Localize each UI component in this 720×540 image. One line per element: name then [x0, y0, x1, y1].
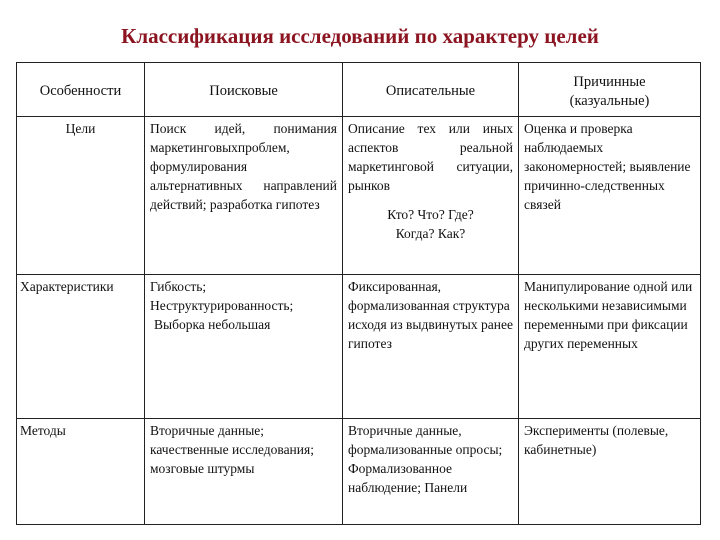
goals-descriptive-cell: [343, 117, 519, 275]
characteristics-label: Характеристики: [17, 275, 145, 419]
row-goals: [17, 117, 701, 275]
methods-search: Вторичные данные; качественные исследования; мозговые штурмы: [145, 419, 343, 525]
methods-label: Методы: [17, 419, 145, 525]
goals-label: Цели: [17, 117, 145, 275]
goals-causal: Оценка и проверка наблюдаемых закономерностей; выявление причинно-следственных связей: [519, 117, 701, 275]
goals-descriptive-questions: [348, 205, 513, 243]
header-causal: [519, 63, 701, 117]
characteristics-search-3: Выборка небольшая: [154, 317, 271, 332]
header-descriptive: Описательные: [343, 63, 519, 117]
goals-descriptive: Описание тех или иных аспектов реальной маркетинговой ситуации, рынков: [348, 121, 513, 193]
header-causal-line2: (казуальные): [569, 92, 650, 109]
header-causal-line1: Причинные: [573, 73, 646, 90]
header-row: [17, 63, 701, 117]
goals-search: Поиск идей, понимания маркетинговыхпроблем, формулирования альтернативных направлений действий; разработка гипотез: [145, 117, 343, 275]
classification-table: [16, 62, 701, 525]
characteristics-search-cell: [145, 275, 343, 419]
row-methods: [17, 419, 701, 525]
characteristics-causal: Манипулирование одной или несколькими независимыми переменными при фиксации других переменных: [519, 275, 701, 419]
header-features: Особенности: [17, 63, 145, 117]
row-characteristics: [17, 275, 701, 419]
characteristics-descriptive: Фиксированная, формализованная структура исходя из выдвинутых ранее гипотез: [343, 275, 519, 419]
characteristics-search-1: Гибкость;: [150, 279, 207, 294]
goals-q1: Кто? Что? Где?: [387, 207, 474, 222]
header-search: Поисковые: [145, 63, 343, 117]
goals-q2: Когда? Как?: [395, 226, 466, 241]
characteristics-search-2: Неструктурированность;: [150, 298, 294, 313]
methods-descriptive: Вторичные данные, формализованные опросы; Формализованное наблюдение; Панели: [343, 419, 519, 525]
page-title: Классификация исследований по характеру целей: [121, 24, 599, 48]
methods-causal: Эксперименты (полевые, кабинетные): [519, 419, 701, 525]
